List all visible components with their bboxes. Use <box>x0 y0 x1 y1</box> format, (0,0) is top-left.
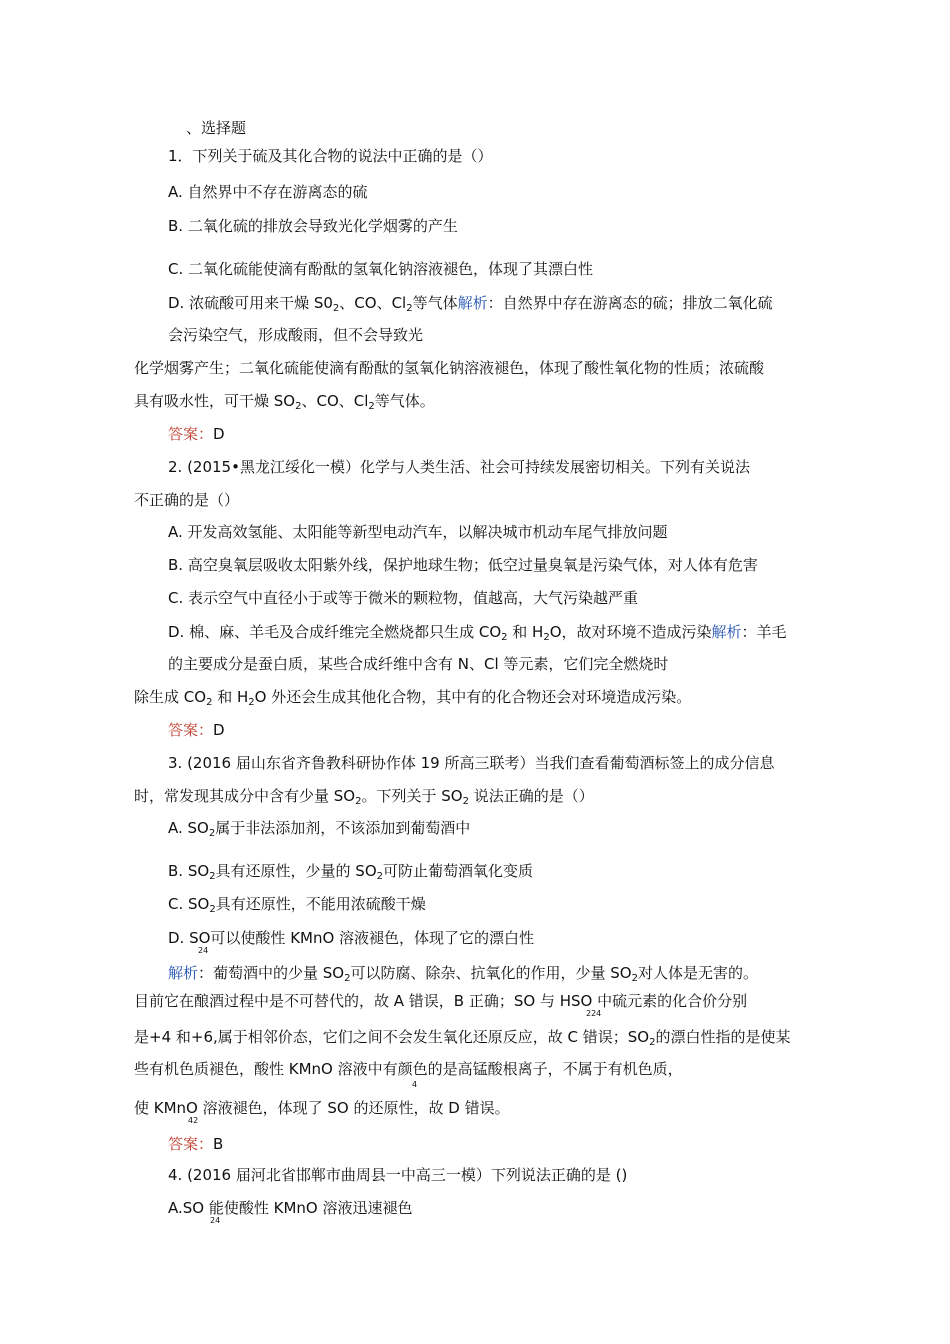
answer-value: D <box>213 425 225 443</box>
ocr-subscript: 24 <box>198 946 209 955</box>
ocr-subscript: 42 <box>188 1116 199 1125</box>
q3-b-text: B. SO <box>168 862 210 880</box>
analysis-label: 解析 <box>711 623 742 641</box>
q3-option-c <box>168 894 426 914</box>
section-title: 、选择题 <box>186 119 247 137</box>
q1-option-d <box>168 293 773 313</box>
q3-option-d <box>168 928 534 948</box>
q4-option-a: A.SO 能使酸性 KMnO 溶液迅速褪色 <box>168 1199 413 1217</box>
subscript: 2 <box>355 796 362 807</box>
q1-analysis-line: 化学烟雾产生；二氧化硫能使滴有酚酞的氢氧化钠溶液褪色，体现了酸性氧化物的性质；浓硫酸 <box>134 359 765 377</box>
q2-option-c: C. 表示空气中直径小于或等于微米的颗粒物，值越高，大气污染越严重 <box>168 589 639 607</box>
subscript: 2 <box>376 871 384 882</box>
q3-a-text: A. SO <box>168 819 209 837</box>
q3-stem-text: 。下列关于 SO <box>361 787 463 805</box>
analysis-text: 、CO、Cl <box>301 392 369 410</box>
q3-d-text: 可以使酸性 KMnO 溶液褪色，体现了它的漂白性 <box>210 929 535 947</box>
q3-stem-text: 时，常发现其成分中含有少量 SO <box>134 787 356 805</box>
subscript: 2 <box>208 828 216 839</box>
q1-stem: 1．下列关于硫及其化合物的说法中正确的是（） <box>168 147 493 165</box>
q3-stem-text: 说法正确的是（） <box>468 787 594 805</box>
subscript: 2 <box>406 303 413 314</box>
analysis-text: 对人体是无害的。 <box>637 964 758 982</box>
q1-option-a: A. 自然界中不存在游离态的硫 <box>168 183 368 201</box>
q3-analysis-line <box>168 963 758 983</box>
q3-analysis-line: 些有机色质褪色，酸性 KMnO 溶液中有颜色的是高锰酸根离子，不属于有机色质， <box>134 1060 683 1078</box>
ocr-subscript: 224 <box>586 1009 602 1018</box>
answer-value: B <box>213 1135 224 1153</box>
q2-analysis-line: 的主要成分是蚕白质，某些合成纤维中含有 N、Cl 等元素，它们完全燃烧时 <box>168 655 669 673</box>
q1-analysis-line <box>134 391 435 411</box>
ocr-subscript: 24 <box>210 1216 221 1225</box>
subscript: 2 <box>462 796 469 807</box>
q2-d-text: 和 H <box>507 623 544 641</box>
q3-analysis-line: 目前它在酿酒过程中是不可替代的，故 A 错误，B 正确；SO 与 HSO 中硫元素的化合价分别 <box>134 992 748 1010</box>
q3-b-text: 可防止葡萄酒氧化变质 <box>383 862 534 880</box>
q3-answer <box>168 1134 223 1154</box>
q1-option-b: B. 二氧化硫的排放会导致光化学烟雾的产生 <box>168 217 458 235</box>
subscript: 2 <box>295 401 302 412</box>
q3-analysis-line: 使 KMnO 溶液褪色，体现了 SO 的还原性，故 D 错误。 <box>134 1099 510 1117</box>
subscript: 2 <box>501 632 508 643</box>
q1-d-text: D. 浓硫酸可用来干燥 S0 <box>168 294 333 312</box>
analysis-text: 和 H <box>212 688 249 706</box>
subscript: 2 <box>368 401 375 412</box>
q3-analysis-line <box>134 1027 791 1047</box>
q1-d-text: 、CO、Cl <box>339 294 407 312</box>
analysis-text: 可以防腐、除杂、抗氧化的作用，少量 SO <box>350 964 632 982</box>
q3-b-text: 具有还原性，少量的 SO <box>215 862 377 880</box>
analysis-text: 是+4 和+6,属于相邻价态，它们之间不会发生氧化还原反应，故 C 错误；SO <box>134 1028 650 1046</box>
analysis-text: 具有吸水性，可干燥 SO <box>134 392 296 410</box>
q1-analysis-line: 会污染空气，形成酸雨，但不会导致光 <box>168 326 424 344</box>
answer-label: 答案： <box>168 425 214 443</box>
q1-d-text: 等气体 <box>412 294 458 312</box>
q3-stem <box>134 786 594 806</box>
q2-option-d <box>168 622 787 642</box>
q2-option-a: A. 开发高效氢能、太阳能等新型电动汽车，以解决城市机动车尾气排放问题 <box>168 523 668 541</box>
analysis-label: 解析 <box>457 294 488 312</box>
answer-label: 答案： <box>168 1135 214 1153</box>
analysis-text: ：羊毛 <box>741 623 787 641</box>
analysis-text: O 外还会生成其他化合物，其中有的化合物还会对环境造成污染。 <box>254 688 692 706</box>
analysis-text: 等气体。 <box>374 392 435 410</box>
subscript: 2 <box>248 697 255 708</box>
q3-stem: 3. (2016 届山东省齐鲁教科研协作体 19 所高三联考）当我们查看葡萄酒标签上的成分信息 <box>168 754 775 772</box>
subscript: 2 <box>344 973 351 984</box>
q2-d-text: O，故对环境不造成污染 <box>549 623 712 641</box>
subscript: 2 <box>209 871 216 882</box>
q2-stem: 不正确的是（） <box>134 491 240 509</box>
answer-value: D <box>213 721 225 739</box>
subscript: 2 <box>209 904 216 915</box>
q3-d-text: D. SO <box>168 929 211 947</box>
q3-c-text: C. SO <box>168 895 210 913</box>
analysis-text: 的漂白性指的是使某 <box>655 1028 791 1046</box>
subscript: 2 <box>631 973 638 984</box>
q2-analysis-line <box>134 687 691 707</box>
q3-a-text: 属于非法添加剂，不该添加到葡萄酒中 <box>215 819 471 837</box>
analysis-text: 除生成 CO <box>134 688 207 706</box>
q1-option-c: C. 二氧化硫能使滴有酚酞的氢氧化钠溶液褪色，体现了其漂白性 <box>168 260 594 278</box>
q2-option-b: B. 高空臭氧层吸收太阳紫外线，保护地球生物；低空过量臭氧是污染气体，对人体有危害 <box>168 556 758 574</box>
q3-c-text: 具有还原性，不能用浓硫酸干燥 <box>215 895 426 913</box>
q2-d-text: D. 棉、麻、羊毛及合成纤维完全燃烧都只生成 CO <box>168 623 502 641</box>
analysis-text: ：葡萄酒中的少量 SO <box>198 964 345 982</box>
subscript: 2 <box>332 303 340 314</box>
answer-label: 答案： <box>168 721 214 739</box>
q2-answer <box>168 720 225 740</box>
subscript: 2 <box>206 697 213 708</box>
q1-answer <box>168 424 225 444</box>
subscript: 2 <box>649 1037 656 1048</box>
ocr-subscript: 4 <box>412 1080 418 1089</box>
q3-option-b <box>168 861 533 881</box>
analysis-label: 解析 <box>168 964 199 982</box>
subscript: 2 <box>543 632 550 643</box>
q3-option-a <box>168 818 470 838</box>
q4-stem: 4. (2016 届河北省邯郸市曲周县一中高三一模）下列说法正确的是 () <box>168 1166 628 1184</box>
q2-stem: 2. (2015•黑龙江绥化一模）化学与人类生活、社会可持续发展密切相关。下列有关说法 <box>168 458 750 476</box>
analysis-text: ：自然界中存在游离态的硫；排放二氧化硫 <box>487 294 773 312</box>
